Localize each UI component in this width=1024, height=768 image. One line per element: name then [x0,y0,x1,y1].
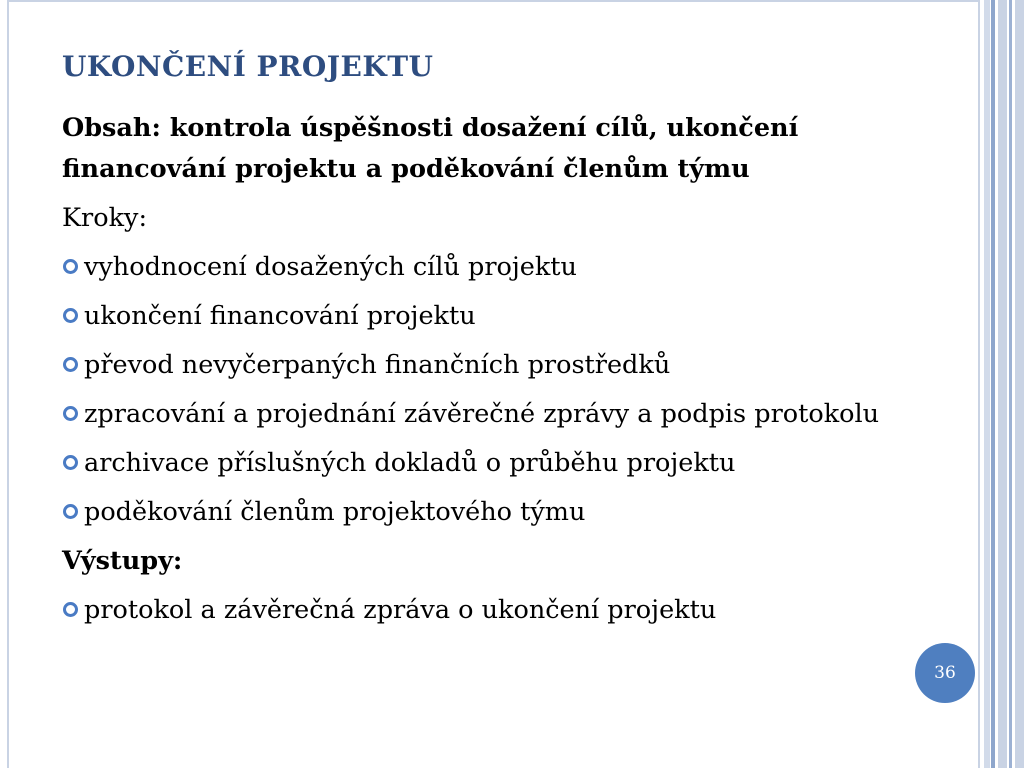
slide-frame-top [7,0,979,2]
kroky-item: poděkování členům projektového týmu [62,492,912,533]
slide-body [62,108,912,639]
slide-title: UKONČENÍ PROJEKTU [62,50,434,83]
kroky-item: vyhodnocení dosažených cílů projektu [62,247,912,288]
kroky-heading: Kroky: [62,203,148,233]
bullet-ring-icon [63,504,78,519]
vystupy-item: protokol a závěrečná zpráva o ukončení projektu [62,590,912,631]
bullet-ring-icon [63,602,78,617]
bullet-ring-icon [63,259,78,274]
bullet-ring-icon [63,406,78,421]
bullet-ring-icon [63,357,78,372]
kroky-item: archivace příslušných dokladů o průběhu projektu [62,443,912,484]
vystupy-heading: Výstupy: [62,546,183,576]
bullet-ring-icon [63,308,78,323]
page-number-badge: 36 [915,643,975,703]
bullet-ring-icon [63,455,78,470]
kroky-item: převod nevyčerpaných finančních prostředků [62,345,912,386]
kroky-item: ukončení financování projektu [62,296,912,337]
slide-frame-left [7,0,9,768]
kroky-item: zpracování a projednání závěrečné zprávy a podpis protokolu [62,394,912,435]
obsah-paragraph: Obsah: kontrola úspěšnosti dosažení cílů, ukončení financování projektu a poděkování členům týmu [62,113,799,184]
decorative-stripes [978,0,1024,768]
